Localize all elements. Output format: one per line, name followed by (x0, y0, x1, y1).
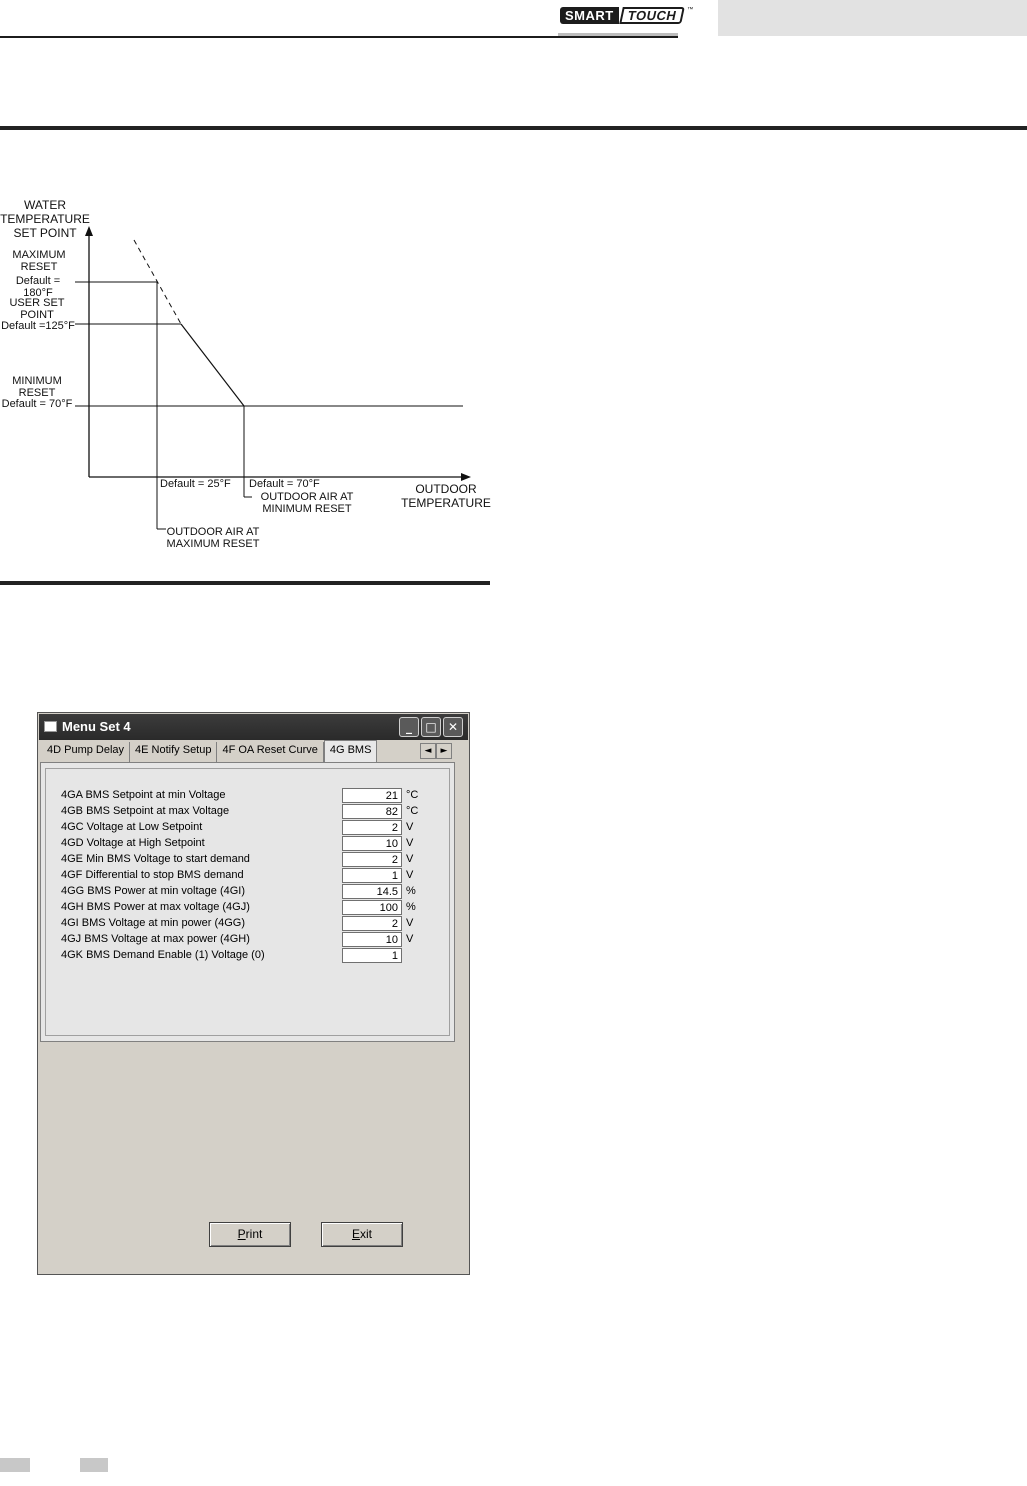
setting-unit: % (406, 885, 416, 897)
setting-label: 4GA BMS Setpoint at min Voltage (61, 789, 226, 801)
setting-value-field[interactable]: 100 (342, 900, 402, 915)
exit-label: xit (360, 1227, 372, 1241)
setting-unit: V (406, 917, 414, 929)
max-reset-default: Default = 180°F (15, 275, 61, 299)
x-axis-title: OUTDOOR TEMPERATURE (401, 482, 491, 510)
setting-label: 4GG BMS Power at min voltage (4GI) (61, 885, 246, 897)
setting-label: 4GK BMS Demand Enable (1) Voltage (0) (61, 949, 265, 961)
setting-value-field[interactable]: 21 (342, 788, 402, 803)
setting-unit: V (406, 853, 414, 865)
minimize-button[interactable]: _ (399, 717, 419, 737)
section-rule-bottom (0, 581, 490, 585)
tab-oa-reset-curve[interactable]: 4F OA Reset Curve (217, 742, 323, 762)
close-button[interactable]: ✕ (443, 717, 463, 737)
setting-unit: % (406, 901, 416, 913)
min-reset-default: Default = 70°F (1, 398, 73, 410)
setting-row (61, 836, 441, 852)
setting-label: 4GI BMS Voltage at min power (4GG) (61, 917, 246, 929)
oa-max-label: OUTDOOR AIR AT MAXIMUM RESET (166, 526, 260, 550)
reset-curve (181, 324, 244, 406)
setting-unit: V (406, 837, 414, 849)
setting-row (61, 804, 441, 820)
print-button[interactable] (209, 1222, 291, 1247)
oa-min-label: OUTDOOR AIR AT MINIMUM RESET (260, 491, 354, 515)
setting-row (61, 916, 441, 932)
setting-value-field[interactable]: 2 (342, 820, 402, 835)
tab-scroll-left-button[interactable]: ◄ (420, 743, 436, 759)
setting-row (61, 932, 441, 948)
setting-value-field[interactable]: 1 (342, 868, 402, 883)
setting-value-field[interactable]: 2 (342, 852, 402, 867)
setting-label: 4GJ BMS Voltage at max power (4GH) (61, 933, 250, 945)
window-title: Menu Set 4 (62, 719, 131, 734)
x-axis-arrow (461, 473, 471, 481)
exit-button[interactable] (321, 1222, 403, 1247)
setting-unit: °C (406, 805, 419, 817)
setting-row (61, 900, 441, 916)
max-reset-label: MAXIMUM RESET (12, 249, 66, 273)
logo-touch: TOUCH (619, 7, 685, 24)
tab-pump-delay[interactable]: 4D Pump Delay (42, 742, 130, 762)
maximize-button[interactable]: □ (421, 717, 441, 737)
setting-label: 4GE Min BMS Voltage to start demand (61, 853, 250, 865)
setting-row (61, 820, 441, 836)
setting-unit: °C (406, 789, 419, 801)
tab-scroll-right-button[interactable]: ► (436, 743, 452, 759)
setting-unit: V (406, 933, 414, 945)
print-label: rint (245, 1227, 263, 1241)
setting-label: 4GC Voltage at Low Setpoint (61, 821, 203, 833)
setting-label: 4GF Differential to stop BMS demand (61, 869, 244, 881)
footer-mark-left (0, 1458, 30, 1472)
setting-row (61, 948, 441, 964)
setting-value-field[interactable]: 10 (342, 932, 402, 947)
tab-notify-setup[interactable]: 4E Notify Setup (130, 742, 217, 762)
setting-value-field[interactable]: 82 (342, 804, 402, 819)
setting-label: 4GD Voltage at High Setpoint (61, 837, 205, 849)
logo-trademark: ™ (687, 7, 694, 13)
setting-row (61, 868, 441, 884)
setting-row (61, 788, 441, 804)
tab-bms[interactable]: 4G BMS (324, 740, 378, 762)
tab-strip (42, 742, 377, 764)
setting-unit: V (406, 821, 414, 833)
setting-value-field[interactable]: 1 (342, 948, 402, 963)
setting-label: 4GB BMS Setpoint at max Voltage (61, 805, 230, 817)
header-band (718, 0, 1027, 36)
setting-value-field[interactable]: 10 (342, 836, 402, 851)
setting-row (61, 852, 441, 868)
setting-value-field[interactable]: 2 (342, 916, 402, 931)
logo-smart: SMART (560, 7, 619, 24)
oa-max-default: Default = 25°F (160, 478, 231, 490)
smart-touch-logo (560, 7, 693, 24)
y-axis-title: WATER TEMPERATURE SET POINT (0, 198, 90, 240)
print-accel: P (237, 1227, 246, 1241)
oa-min-default: Default = 70°F (249, 478, 320, 490)
user-sp-default: Default =125°F (1, 320, 75, 332)
min-reset-label: MINIMUM RESET (12, 375, 62, 399)
setting-row (61, 884, 441, 900)
setting-unit: V (406, 869, 414, 881)
setting-value-field[interactable]: 14.5 (342, 884, 402, 899)
setting-label: 4GH BMS Power at max voltage (4GJ) (61, 901, 250, 913)
user-sp-label: USER SET POINT (9, 297, 65, 321)
exit-accel: E (351, 1227, 360, 1241)
folder-icon (44, 721, 57, 732)
footer-mark-right (80, 1458, 108, 1472)
